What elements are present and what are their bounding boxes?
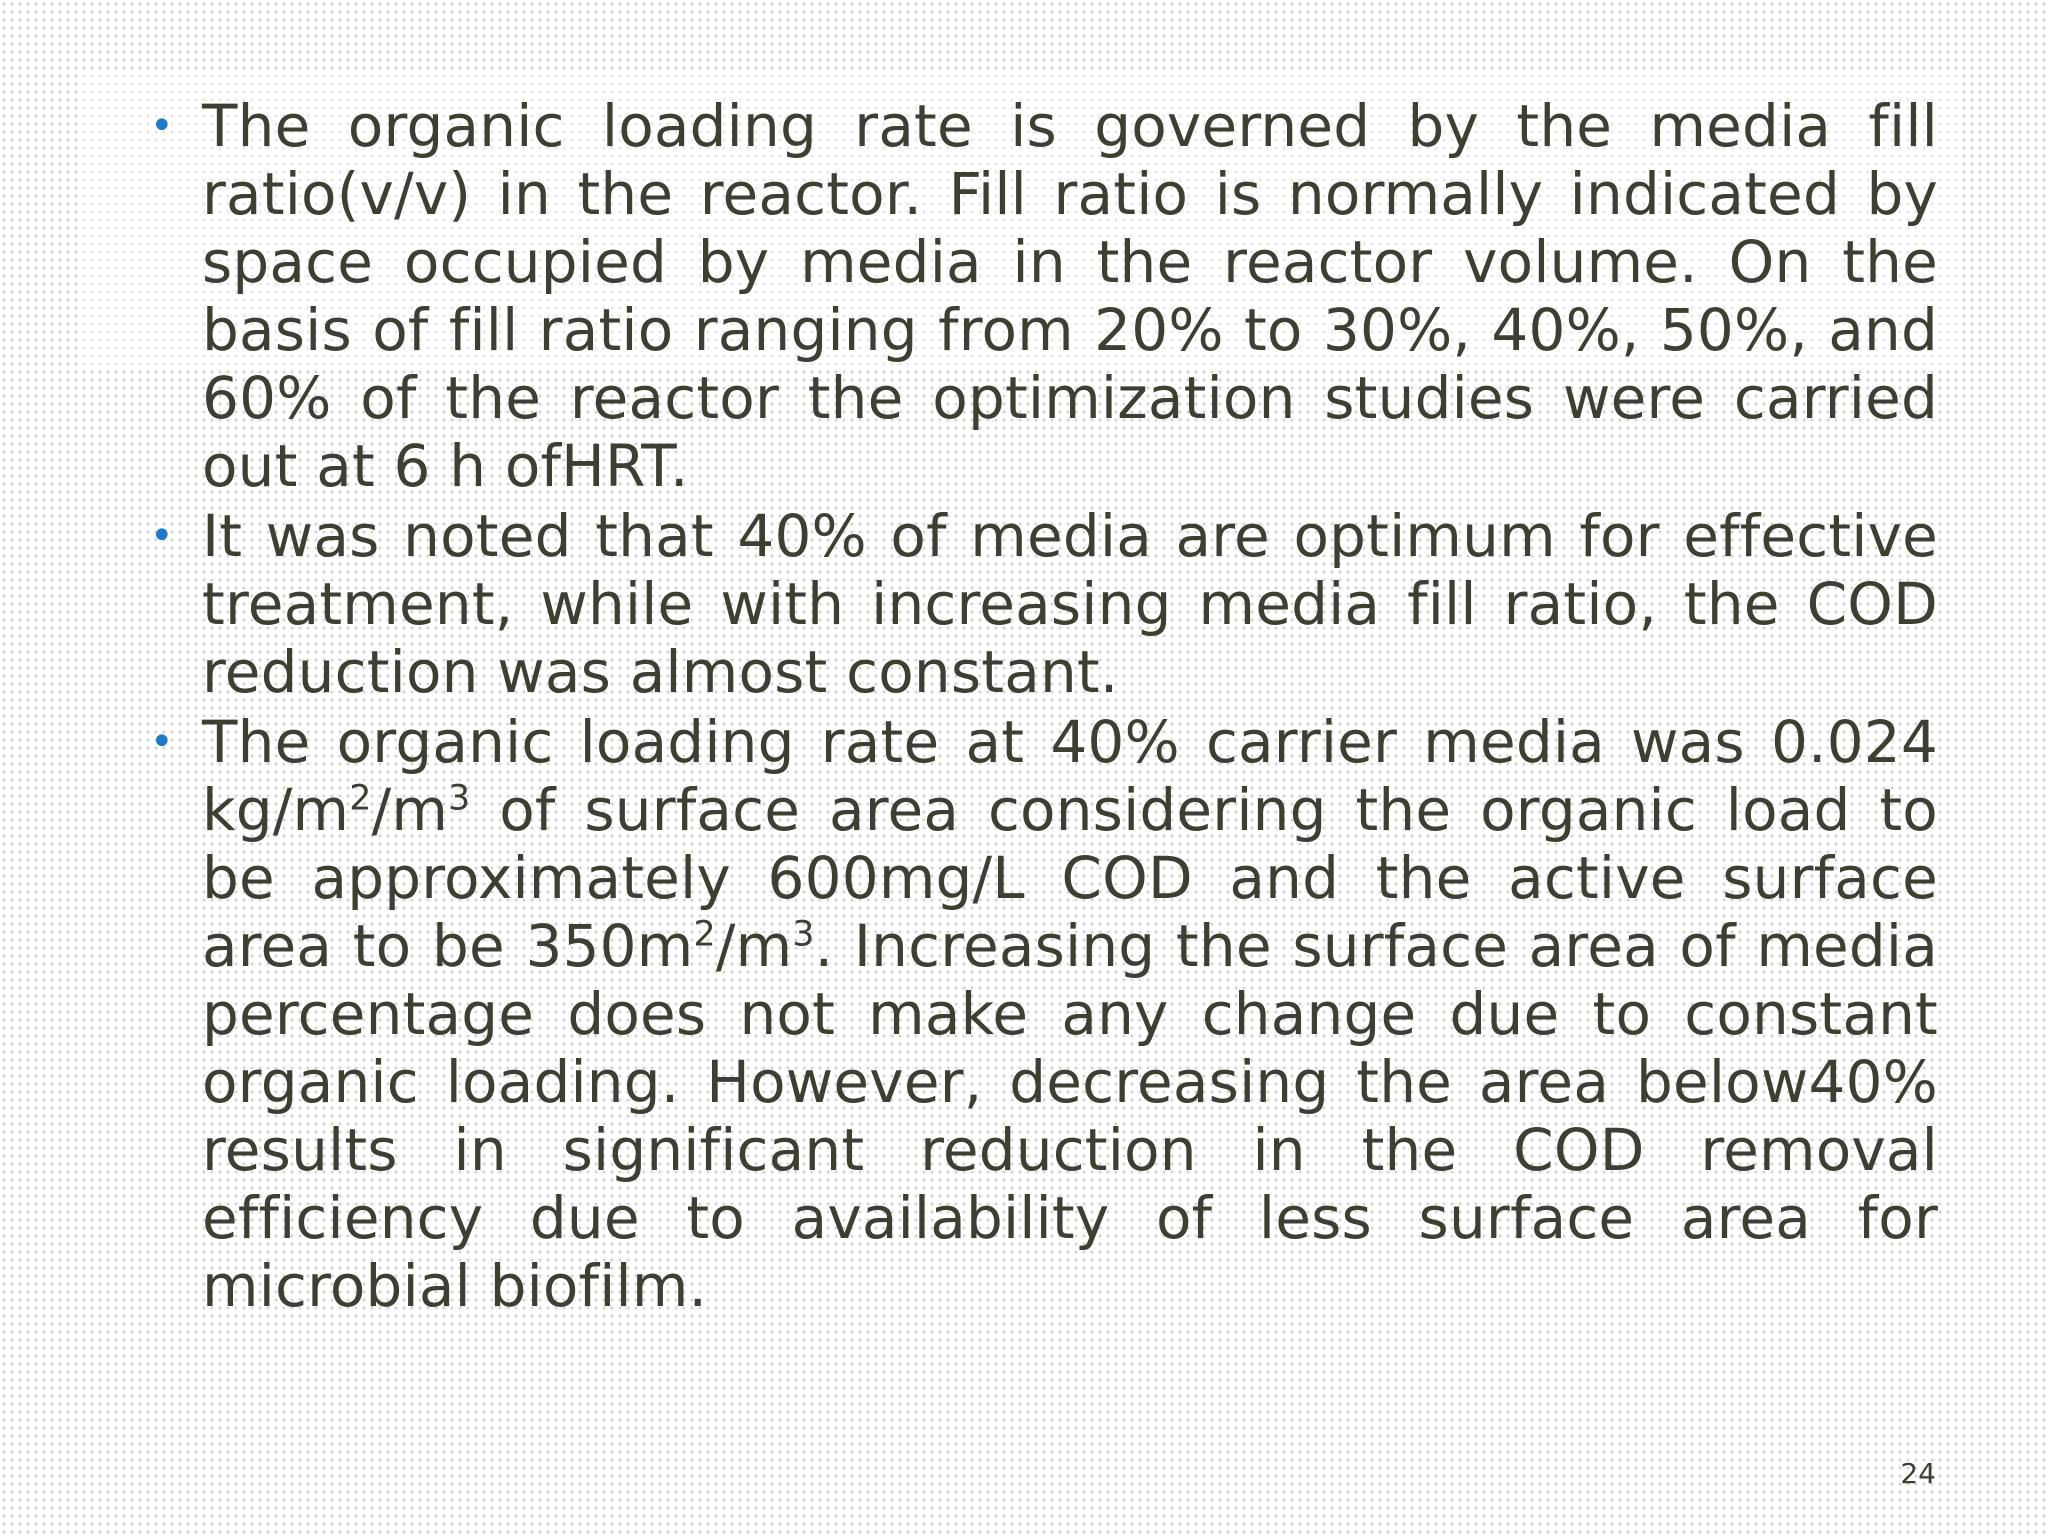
bullet-dot-icon: • [150,103,174,149]
bullet-dot-icon: • [150,513,174,559]
bullet-text-3-part-5: . Increasing the surface area of media percentage does not make any change due to constant organic loading. However, decreasing the area below40% results in significant reduction in the COD removal efficiency due to availability of less surface area for microbial biofilm. [202,912,1938,1320]
superscript-2: 2 [693,914,716,955]
superscript-2: 2 [349,778,372,819]
bullet-item-1 [150,92,1938,500]
bullet-text-3-part-4: /m [715,912,793,980]
bullet-list [150,92,1938,1322]
bullet-text-2: It was noted that 40% of media are optimum for effective treatment, while with increasing media fill ratio, the COD reduction was almost constant. [202,502,1938,706]
bullet-text-3-part-1: The organic loading rate at 40% carrier media was 0.024 kg/m [202,708,1938,844]
bullet-text-3 [202,708,1938,1320]
bullet-item-2 [150,502,1938,706]
page-number: 24 [1900,1457,1936,1490]
bullet-text-1: The organic loading rate is governed by the media fill ratio(v/v) in the reactor. Fill ratio is normally indicated by space occupied by media in the reactor volume. On the basis of fill ratio ranging from 20% to 30%, 40%, 50%, and 60% of the reactor the optimization studies were carried out at 6 h ofHRT. [202,92,1938,500]
superscript-3: 3 [448,778,471,819]
bullet-text-3-part-2: /m [371,776,449,844]
superscript-3: 3 [792,914,815,955]
bullet-item-3 [150,708,1938,1320]
bullet-dot-icon: • [150,719,174,765]
bullet-text-3-part-3: of surface area considering the organic load to be approximately 600mg/L COD and the active surface area to be 350m [202,776,1938,980]
